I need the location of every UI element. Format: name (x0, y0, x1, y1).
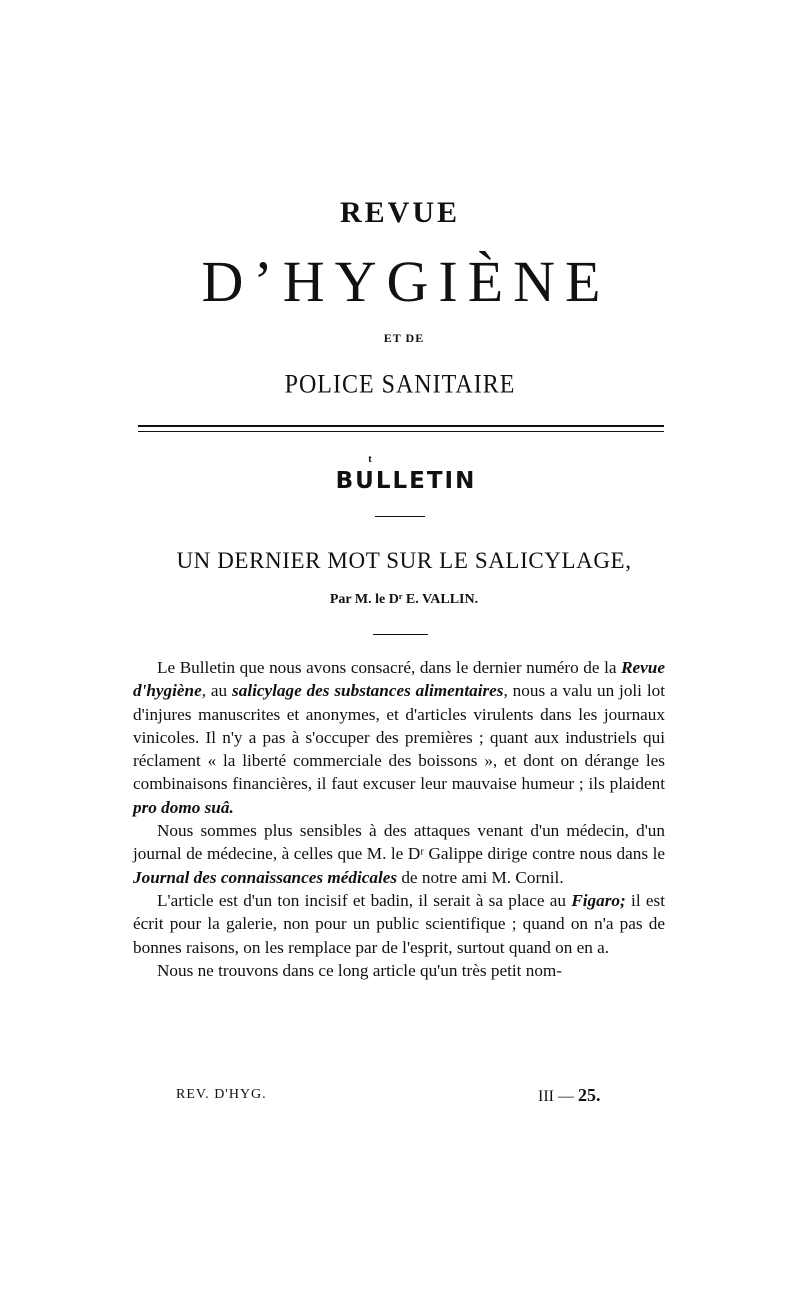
short-rule-divider (375, 516, 425, 517)
italic-phrase: Revue d'hygiène (133, 658, 665, 701)
article-title: UN DERNIER MOT SUR LE SALICYLAGE, (176, 548, 632, 573)
text-run: il est écrit pour la galerie, non pour un public scientifique ; quand on n'a pas de bonnes raisons, on les remplace par de l'esprit, surtout quand on en a. (133, 890, 665, 957)
article-paragraph (133, 959, 665, 982)
italic-phrase: Journal des connaissances médicales (133, 867, 398, 887)
section-title: BULLETIN (335, 468, 477, 494)
masthead-et-de: ET DE (383, 331, 425, 345)
article-paragraph (133, 819, 665, 889)
footer-journal-abbrev: REV. D'HYG. (176, 1087, 267, 1102)
article-byline: Par M. le Dʳ E. VALLIN. (329, 592, 479, 607)
text-run: , au (201, 681, 233, 701)
text-run: Nous sommes plus sensibles à des attaques venant d'un médecin, d'un journal de médecine, à celles que M. le Dʳ Galippe dirige contre nous dans le (133, 821, 665, 864)
masthead-title: D’HYGIÈNE (201, 249, 611, 314)
footer-volume: III (538, 1088, 554, 1105)
italic-phrase: salicylage des substances alimentaires (232, 681, 504, 701)
italic-phrase: Figaro; (571, 890, 626, 910)
short-rule-divider (373, 634, 428, 635)
footer-dash: — (557, 1088, 574, 1105)
masthead-revue: REVUE (339, 196, 460, 229)
text-run: Nous ne trouvons dans ce long article qu'un très petit nom- (157, 960, 563, 980)
masthead-subtitle: POLICE SANITAIRE (284, 370, 516, 400)
italic-phrase: pro domo suâ. (133, 797, 234, 817)
footer-signature (538, 1085, 600, 1106)
text-run: de notre ami M. Cornil. (397, 867, 564, 887)
article-body (133, 656, 665, 982)
text-run: , nous a valu un joli lot d'injures manuscrites et anonymes, et d'articles virulents dans les journaux vinicoles. Il n'y a pas à s'occuper des premières ; quant aux industriels qui réclament « la liberté commerciale des boissons », et dont on dérange les combinaisons financières, il faut excuser leur mauvaise humeur ; ils plaident (133, 681, 665, 794)
section-mark: t (368, 453, 372, 465)
footer-sheet-number: 25. (577, 1085, 601, 1105)
article-paragraph (133, 889, 665, 959)
text-run: L'article est d'un ton incisif et badin, il serait à sa place au (157, 890, 572, 910)
double-rule-divider (138, 425, 664, 432)
article-paragraph (133, 656, 665, 819)
text-run: Le Bulletin que nous avons consacré, dans le dernier numéro de la (157, 658, 622, 677)
